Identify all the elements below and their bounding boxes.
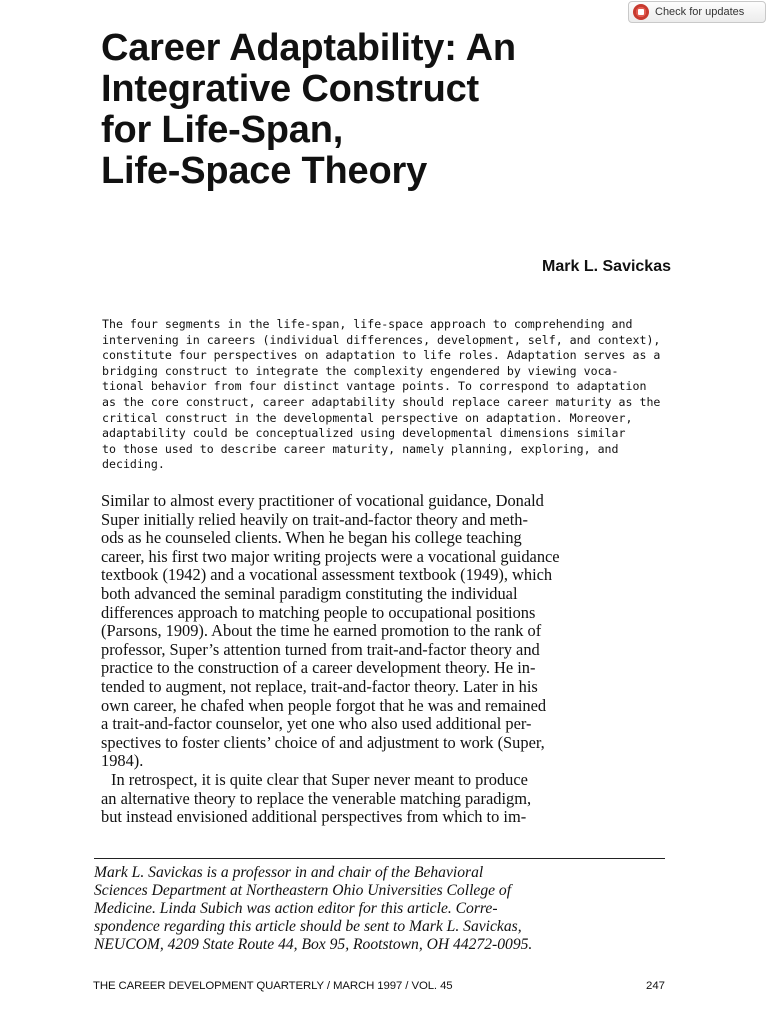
body-text (101, 492, 673, 827)
body-line: both advanced the seminal paradigm constituting the individual (101, 583, 518, 603)
title-line: Life-Space Theory (101, 150, 428, 192)
abstract-line: as the core construct, career adaptability should replace career maturity as the (102, 394, 661, 409)
body-line: differences approach to matching people to occupational positions (101, 602, 536, 622)
body-line: In retrospect, it is quite clear that Super never meant to produce (111, 769, 528, 789)
abstract-line: bridging construct to integrate the complexity engendered by viewing voca- (102, 363, 619, 378)
body-line: (Parsons, 1909). About the time he earned promotion to the rank of (101, 621, 542, 641)
footnote-line: Medicine. Linda Subich was action editor for this article. Corre- (94, 900, 498, 917)
body-line: Similar to almost every practitioner of vocational guidance, Donald (101, 491, 544, 510)
abstract-line: constitute four perspectives on adaptation to life roles. Adaptation serves as a (102, 348, 661, 363)
title-line: for Life-Span, (101, 109, 344, 151)
body-line: own career, he chafed when people forgot that he was and remained (101, 695, 547, 715)
body-line: spectives to foster clients’ choice of and adjustment to work (Super, (101, 732, 545, 752)
article-author: Mark L. Savickas (542, 258, 671, 275)
abstract-line: intervening in careers (individual differences, development, self, and context), (102, 332, 661, 347)
author-footnote (94, 864, 669, 954)
check-for-updates-icon (633, 4, 649, 20)
check-for-updates-button[interactable] (628, 1, 766, 23)
body-line: professor, Super’s attention turned from trait-and-factor theory and (101, 639, 540, 659)
body-line: career, his first two major writing projects were a vocational guidance (101, 546, 560, 566)
abstract-line: critical construct in the developmental perspective on adaptation. Moreover, (102, 410, 633, 425)
body-line: Super initially relied heavily on trait-and-factor theory and meth- (101, 509, 528, 529)
footnote-line: NEUCOM, 4209 State Route 44, Box 95, Rootstown, OH 44272-0095. (94, 936, 533, 953)
abstract-line: The four segments in the life-span, life-space approach to comprehending and (102, 317, 633, 331)
abstract-line: tional behavior from four distinct vantage points. To correspond to adaptation (102, 379, 647, 394)
title-line: Career Adaptability: An (101, 27, 516, 69)
body-line: an alternative theory to replace the venerable matching paradigm, (101, 788, 532, 808)
footnote-line: Mark L. Savickas is a professor in and chair of the Behavioral (94, 864, 484, 881)
body-line: textbook (1942) and a vocational assessment textbook (1949), which (101, 565, 553, 585)
abstract-line: adaptability could be conceptualized using developmental dimensions similar (102, 426, 626, 441)
body-line: but instead envisioned additional perspectives from which to im- (101, 807, 527, 827)
footnote-line: spondence regarding this article should be sent to Mark L. Savickas, (94, 918, 522, 935)
check-for-updates-label: Check for updates (655, 6, 745, 18)
body-line: practice to the construction of a career development theory. He in- (101, 658, 536, 678)
abstract-line: deciding. (102, 457, 165, 472)
body-line: tended to augment, not replace, trait-and-factor theory. Later in his (101, 676, 538, 696)
page-number: 247 (645, 980, 665, 992)
footnote-divider (94, 858, 665, 859)
running-footer: THE CAREER DEVELOPMENT QUARTERLY / MARCH 1997 / VOL. 45 (93, 980, 453, 992)
title-line: Integrative Construct (101, 68, 479, 110)
abstract (102, 317, 674, 473)
body-line: 1984). (101, 751, 144, 771)
article-title (101, 28, 641, 192)
body-line: a trait-and-factor counselor, yet one who also used additional per- (101, 714, 532, 734)
body-line: ods as he counseled clients. When he began his college teaching (101, 528, 522, 548)
abstract-line: to those used to describe career maturity, namely planning, exploring, and (102, 441, 619, 456)
footnote-line: Sciences Department at Northeastern Ohio Universities College of (94, 882, 512, 899)
